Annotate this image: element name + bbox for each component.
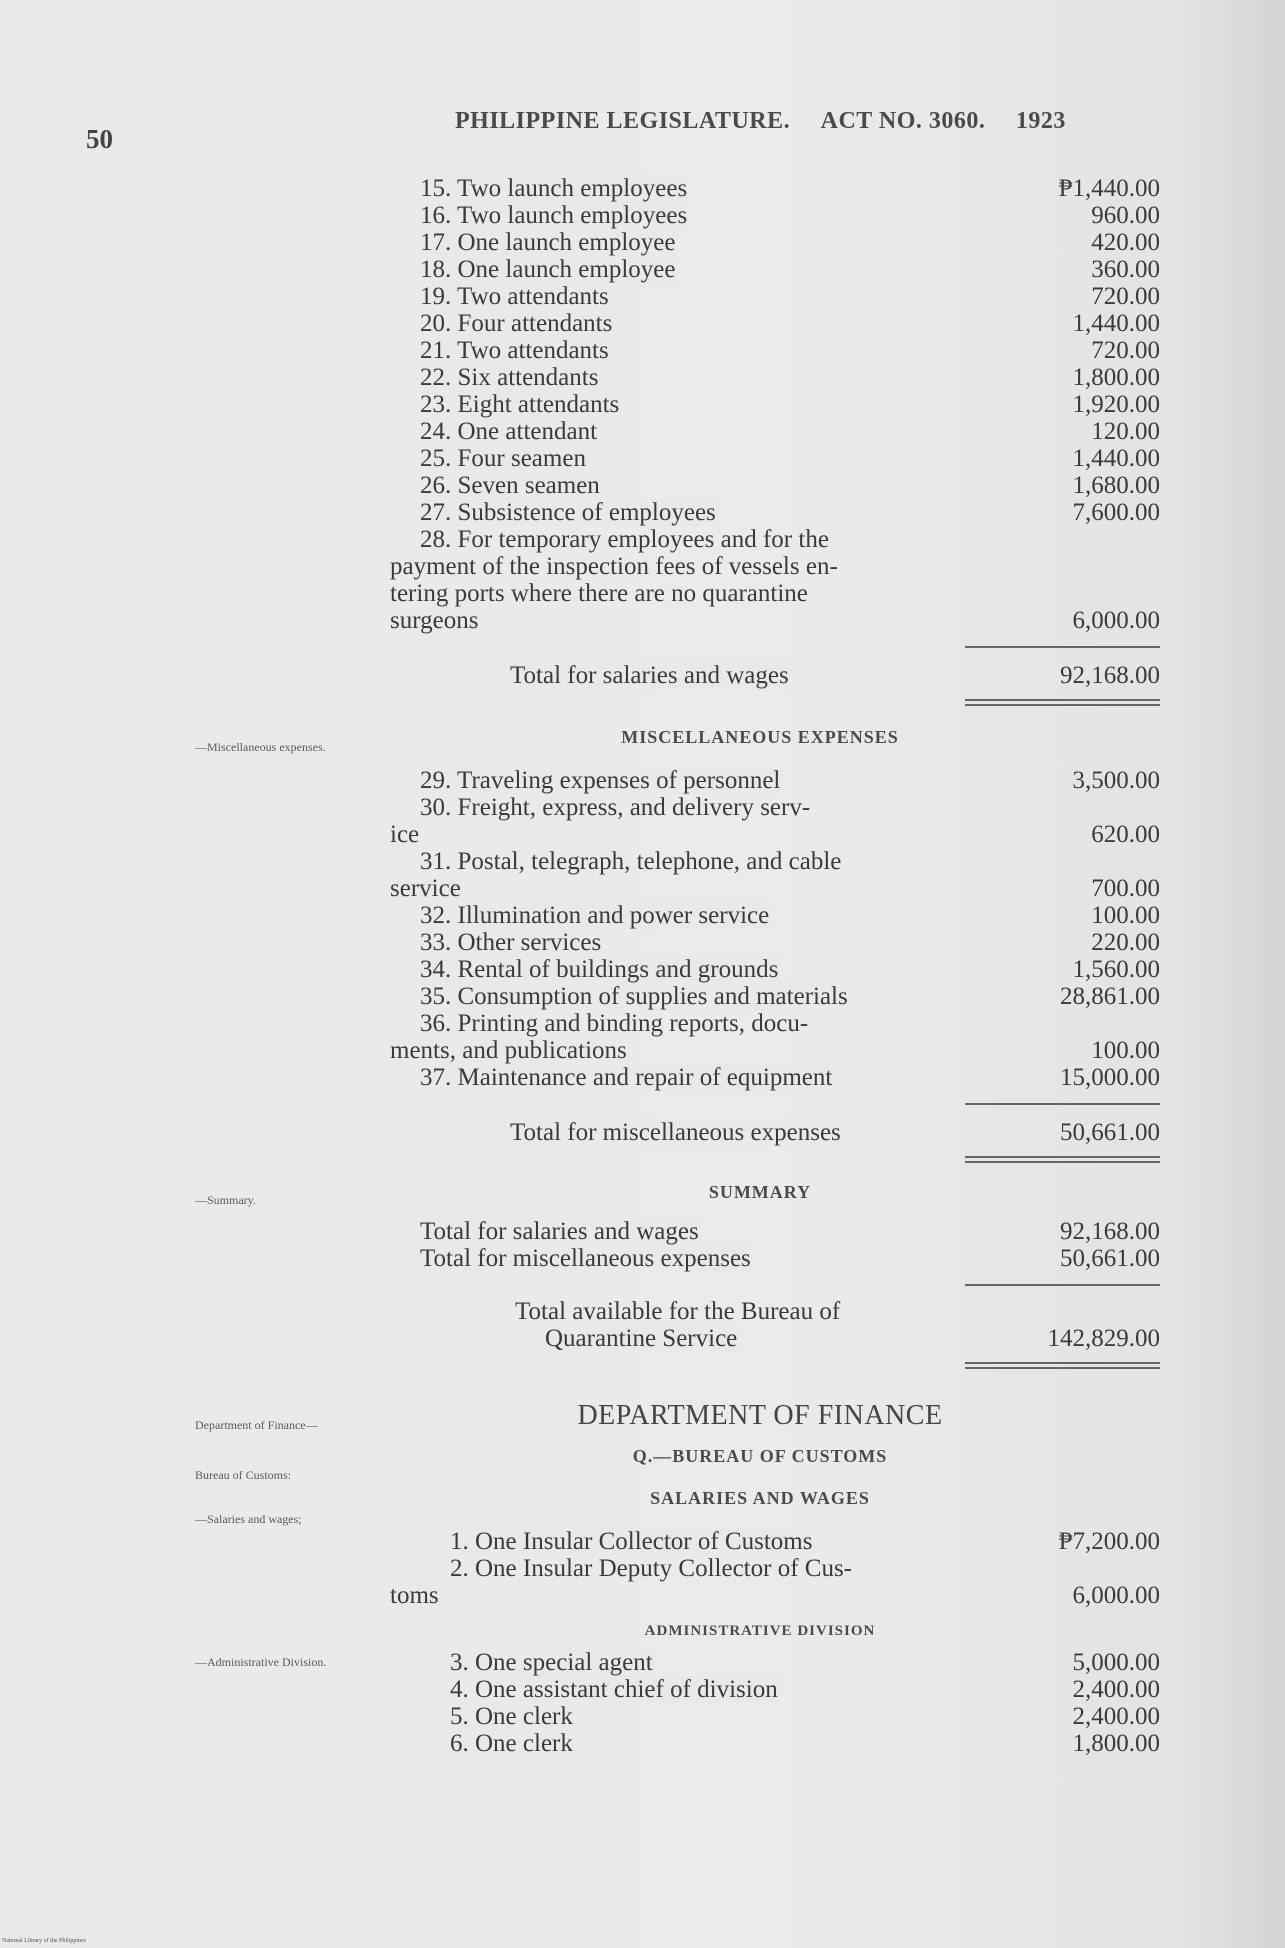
summary-row <box>390 1218 1160 1245</box>
misc-item-37: 37. Maintenance and repair of equipment 15,000.00 <box>390 1064 1160 1091</box>
item-28-line-3: tering ports where there are no quarantine <box>390 580 808 607</box>
wages-item-label: 27. Subsistence of employees <box>420 499 716 526</box>
margin-note-bureau: Bureau of Customs: <box>195 1468 291 1482</box>
misc-subtotal-rule <box>390 1097 1160 1111</box>
wages-item-amount: 1,440.00 <box>1072 310 1160 337</box>
wages-item <box>390 229 1160 256</box>
misc-item-34: 34. Rental of buildings and grounds 1,560.00 <box>390 956 1160 983</box>
admin-item <box>390 1676 1160 1703</box>
wages-item-label: 16. Two launch employees <box>420 202 688 229</box>
margin-note-salaries: —Salaries and wages; <box>195 1512 302 1526</box>
wages-item <box>390 445 1160 472</box>
wages-item-amount: 1,440.00 <box>1072 445 1160 472</box>
misc-item-33: 33. Other services 220.00 <box>390 929 1160 956</box>
wages-item <box>390 202 1160 229</box>
wages-item-amount: 960.00 <box>1091 202 1160 229</box>
admin-item <box>390 1730 1160 1757</box>
misc-item-30-line-1: 30. Freight, express, and delivery serv- <box>420 794 811 821</box>
header-legislature: PHILIPPINE LEGISLATURE. <box>455 108 791 134</box>
admin-item-label: 5. One clerk <box>450 1703 573 1730</box>
salaries-heading: SALARIES AND WAGES <box>650 1488 870 1508</box>
summary-row-amount: 92,168.00 <box>1060 1218 1160 1245</box>
library-footer: National Library of the Philippines <box>2 1938 86 1944</box>
summary-heading: SUMMARY <box>708 1182 812 1202</box>
item-28-line-4: surgeons <box>390 607 479 634</box>
wages-item-amount: ₱1,440.00 <box>1058 175 1160 202</box>
wages-item <box>390 283 1160 310</box>
margin-note-department: Department of Finance— <box>195 1418 318 1432</box>
misc-heading: MISCELLANEOUS EXPENSES <box>621 727 899 747</box>
wages-item-label: 19. Two attendants <box>420 283 609 310</box>
total-double-rule <box>390 697 1160 711</box>
summary-rule <box>390 1278 1160 1292</box>
customs-item-1: 1. One Insular Collector of Customs ₱7,200.00 <box>390 1528 1160 1555</box>
wages-item-label: 15. Two launch employees <box>420 175 688 202</box>
wages-item-label: 23. Eight attendants <box>420 391 620 418</box>
admin-item-label: 3. One special agent <box>450 1649 653 1676</box>
header-act: ACT NO. 3060. <box>820 108 986 134</box>
wages-item-amount: 720.00 <box>1091 337 1160 364</box>
admin-item <box>390 1703 1160 1730</box>
admin-item-label: 6. One clerk <box>450 1730 573 1757</box>
item-28-amount: 6,000.00 <box>1072 607 1160 634</box>
wages-list <box>390 175 1160 1757</box>
wages-item-amount: 420.00 <box>1091 229 1160 256</box>
summary-row-label: Total for salaries and wages <box>420 1218 699 1245</box>
misc-item-32: 32. Illumination and power service 100.00 <box>390 902 1160 929</box>
wages-item <box>390 337 1160 364</box>
misc-double-rule <box>390 1154 1160 1168</box>
wages-item-label: 25. Four seamen <box>420 445 586 472</box>
margin-note-misc: —Miscellaneous expenses. <box>195 740 326 754</box>
wages-item <box>390 391 1160 418</box>
customs-item-2: toms 6,000.00 <box>390 1582 1160 1609</box>
wages-item-label: 21. Two attendants <box>420 337 609 364</box>
wages-item-label: 24. One attendant <box>420 418 598 445</box>
total-wages-amount: 92,168.00 <box>1060 662 1160 689</box>
wages-item <box>390 256 1160 283</box>
misc-item-30: ice 620.00 <box>390 821 1160 848</box>
subtotal-rule <box>390 640 1160 654</box>
wages-item-label: 18. One launch employee <box>420 256 676 283</box>
summary-row <box>390 1245 1160 1272</box>
admin-item-amount: 5,000.00 <box>1072 1649 1160 1676</box>
wages-item-amount: 1,920.00 <box>1072 391 1160 418</box>
summary-total-line-1: Total available for the Bureau of <box>515 1298 841 1325</box>
margin-note-admin: —Administrative Division. <box>195 1655 327 1669</box>
admin-item-amount: 2,400.00 <box>1072 1703 1160 1730</box>
header-year: 1923 <box>1015 108 1066 134</box>
running-header <box>455 108 1090 135</box>
item-28-line-1: 28. For temporary employees and for the <box>420 526 829 553</box>
admin-division-heading: ADMINISTRATIVE DIVISION <box>644 1623 876 1639</box>
wages-item <box>390 418 1160 445</box>
misc-item-36: ments, and publications 100.00 <box>390 1037 1160 1064</box>
department-heading: DEPARTMENT OF FINANCE <box>577 1400 943 1431</box>
total-wages-row <box>390 662 1160 689</box>
wages-item <box>390 364 1160 391</box>
wages-item-label: 20. Four attendants <box>420 310 613 337</box>
misc-item-31-line-1: 31. Postal, telegraph, telephone, and cable <box>420 848 842 875</box>
page-number: 50 <box>86 124 113 154</box>
wages-item-amount: 1,680.00 <box>1072 472 1160 499</box>
misc-item-31: service 700.00 <box>390 875 1160 902</box>
misc-item-29: 29. Traveling expenses of personnel 3,500.00 <box>390 767 1160 794</box>
misc-total-row: Total for miscellaneous expenses 50,661.00 <box>510 1119 1160 1146</box>
summary-row-amount: 50,661.00 <box>1060 1245 1160 1272</box>
wages-item-amount: 720.00 <box>1091 283 1160 310</box>
item-28-amount-row <box>390 607 1160 634</box>
wages-item <box>390 175 1160 202</box>
wages-item-amount: 1,800.00 <box>1072 364 1160 391</box>
wages-item-amount: 7,600.00 <box>1072 499 1160 526</box>
admin-item-amount: 1,800.00 <box>1072 1730 1160 1757</box>
total-wages-label: Total for salaries and wages <box>510 662 789 689</box>
wages-item-label: 17. One launch employee <box>420 229 676 256</box>
summary-total-row: Quarantine Service 142,829.00 <box>545 1325 1160 1352</box>
customs-item-2-line-1: 2. One Insular Deputy Collector of Cus- <box>450 1555 853 1582</box>
item-28-line-2: payment of the inspection fees of vessels en- <box>390 553 838 580</box>
admin-item-label: 4. One assistant chief of division <box>450 1676 778 1703</box>
wages-item <box>390 310 1160 337</box>
admin-item-amount: 2,400.00 <box>1072 1676 1160 1703</box>
summary-double-rule <box>390 1360 1160 1374</box>
bureau-heading: Q.—BUREAU OF CUSTOMS <box>632 1446 888 1466</box>
summary-row-label: Total for miscellaneous expenses <box>420 1245 751 1272</box>
wages-item-amount: 120.00 <box>1091 418 1160 445</box>
margin-note-summary: —Summary. <box>195 1193 256 1207</box>
wages-item-label: 22. Six attendants <box>420 364 599 391</box>
wages-item <box>390 472 1160 499</box>
misc-item-36-line-1: 36. Printing and binding reports, docu- <box>420 1010 809 1037</box>
wages-item-label: 26. Seven seamen <box>420 472 600 499</box>
admin-item <box>390 1649 1160 1676</box>
wages-item-amount: 360.00 <box>1091 256 1160 283</box>
wages-item <box>390 499 1160 526</box>
misc-item-35: 35. Consumption of supplies and materials 28,861.00 <box>420 983 1160 1010</box>
